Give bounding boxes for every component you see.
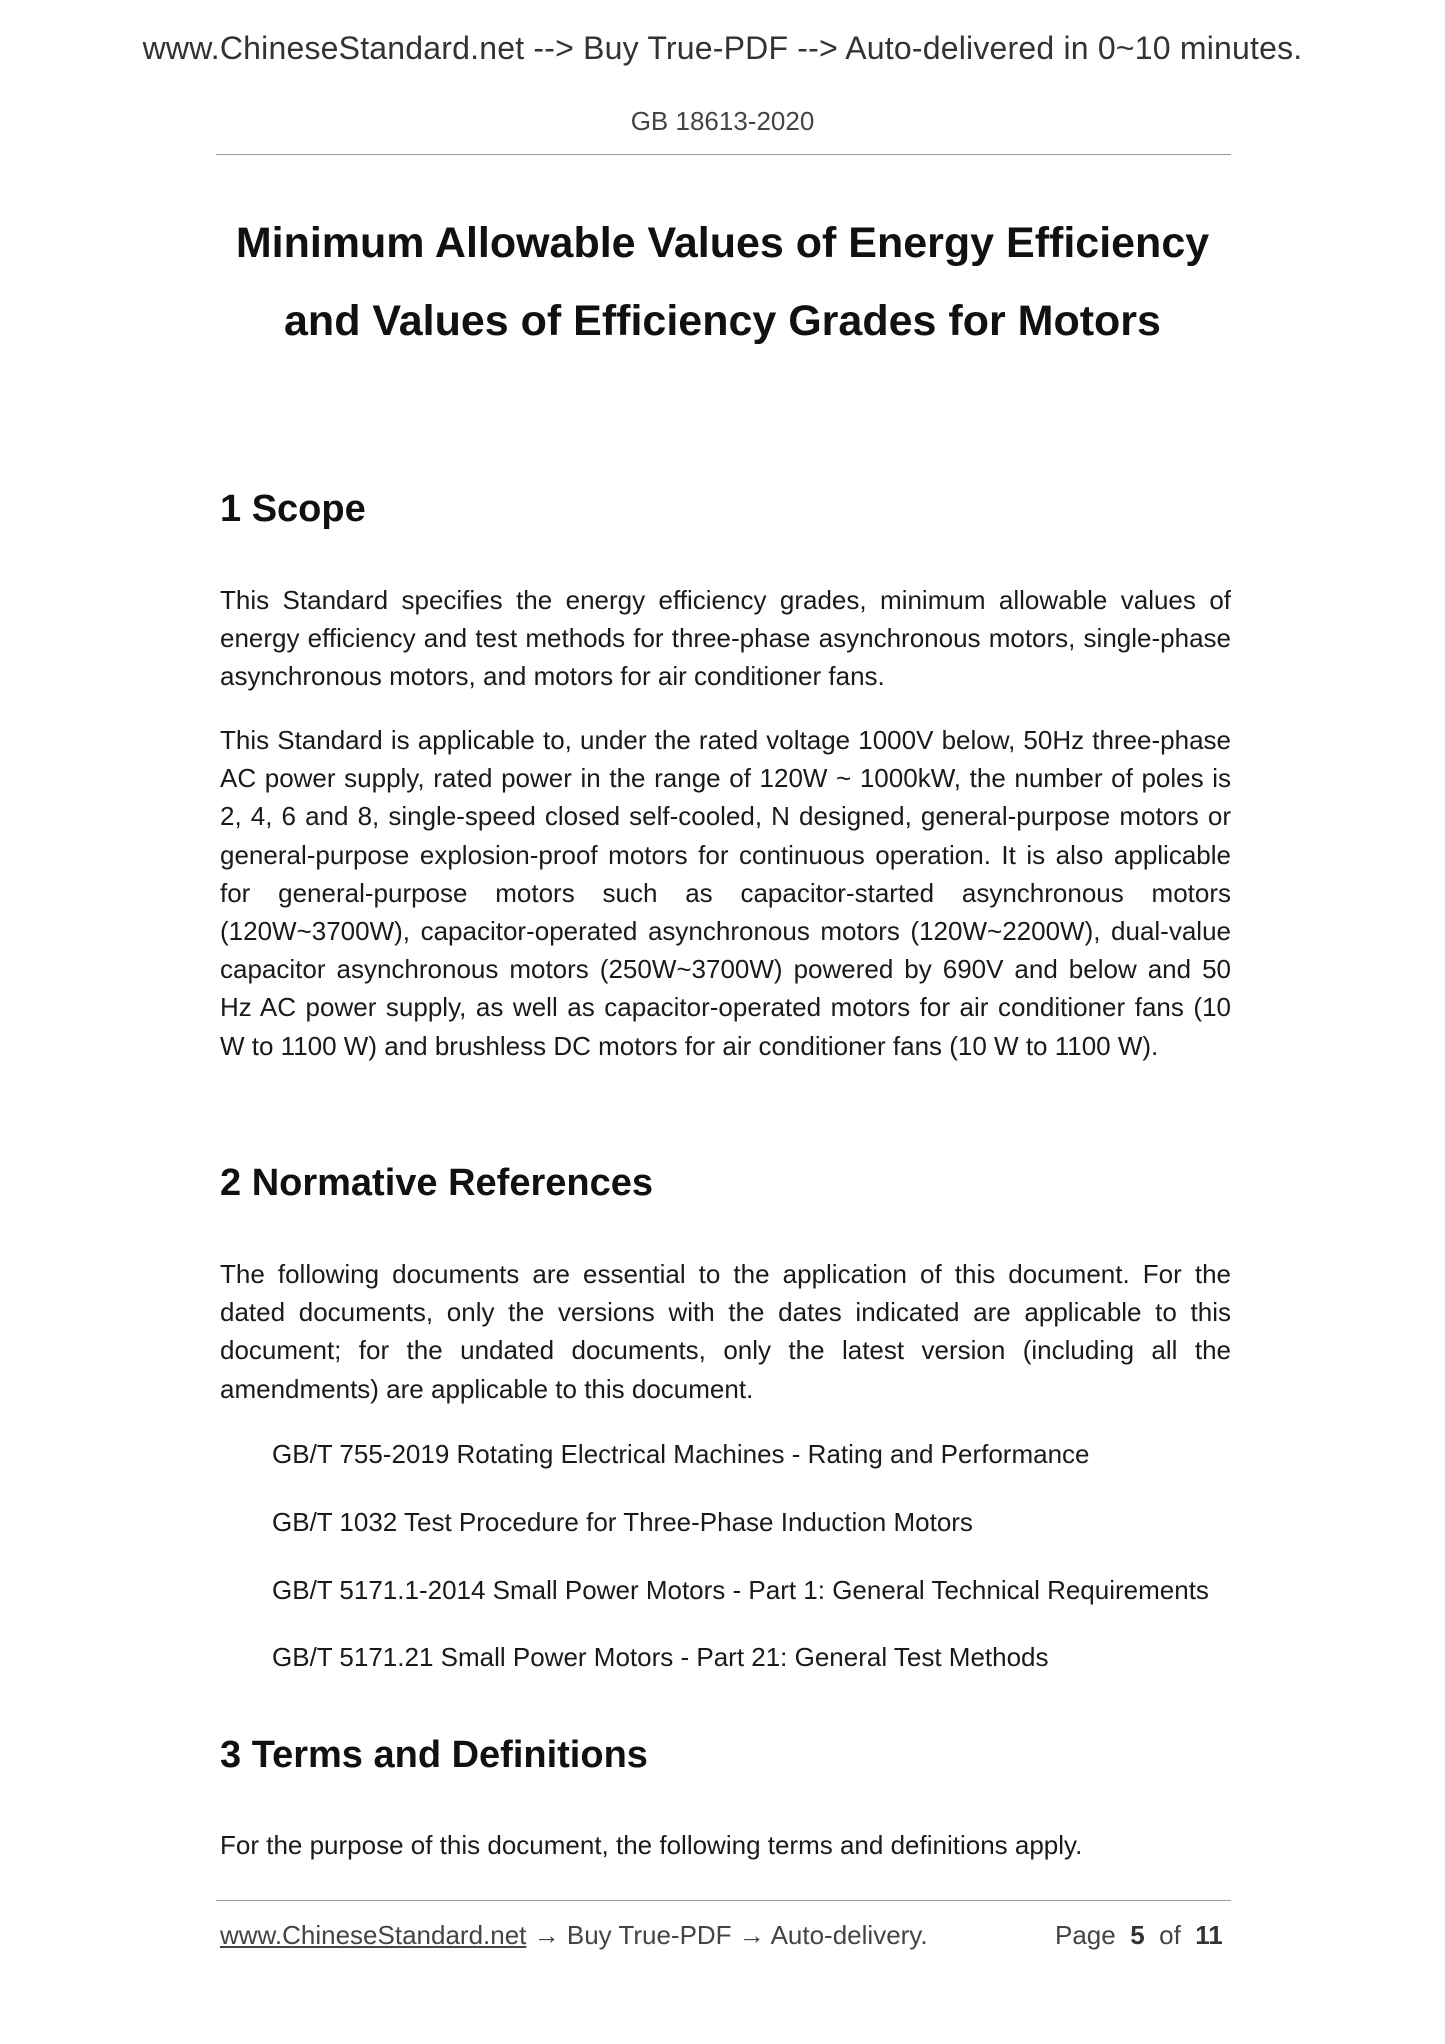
section-heading-terms: 3 Terms and Definitions [220,1734,648,1776]
reference-item: GB/T 5171.1-2014 Small Power Motors - Part 1: General Technical Requirements [272,1575,1209,1605]
title-line-2: and Values of Efficiency Grades for Motors [284,297,1161,345]
document-title [160,204,1285,360]
page-of-label: of [1159,1920,1181,1950]
title-line-1: Minimum Allowable Values of Energy Efficiency [235,219,1210,267]
footer-site-link[interactable]: www.ChineseStandard.net [220,1920,527,1950]
page-current: 5 [1130,1920,1145,1950]
scope-paragraph-1: This Standard specifies the energy efficiency grades, minimum allowable values of energy efficiency and test methods for three-phase asynchronous motors, single-phase asynchronous motors, and motors for air conditioner fans. [220,585,1231,692]
references-intro: The following documents are essential to the application of this document. For the dated documents, only the versions with the dates indicated are applicable to this document; for the undated documents, only the latest version (including all the amendments) are applicable to this document. [220,1259,1231,1404]
page-indicator [1055,1920,1223,1951]
reference-item: GB/T 755-2019 Rotating Electrical Machines - Rating and Performance [272,1439,1090,1469]
terms-intro: For the purpose of this document, the following terms and definitions apply. [220,1830,1083,1860]
footer-tagline: → Buy True-PDF → Auto-delivery. [526,1920,928,1950]
reference-item: GB/T 5171.21 Small Power Motors - Part 21: General Test Methods [272,1642,1049,1672]
reference-item: GB/T 1032 Test Procedure for Three-Phase Induction Motors [272,1507,973,1537]
footer-link-group [220,1920,928,1951]
page-label: Page [1055,1920,1116,1950]
section-heading-references: 2 Normative References [220,1162,653,1204]
footer-divider [216,1900,1231,1901]
section-heading-scope: 1 Scope [220,488,366,530]
header-banner: www.ChineseStandard.net --> Buy True-PDF --> Auto-delivered in 0~10 minutes. [142,30,1303,66]
standard-code: GB 18613-2020 [630,106,815,136]
scope-paragraph-2: This Standard is applicable to, under the rated voltage 1000V below, 50Hz three-phase AC power supply, rated power in the range of 120W ~ 1000kW, the number of poles is 2, 4, 6 and 8, single-speed closed self-cooled, N designed, general-purpose motors or general-purpose explosion-proof motors for continuous operation. It is also applicable for general-purpose motors such as capacitor-started asynchronous motors (120W~3700W), capacitor-operated asynchronous motors (120W~2200W), dual-value capacitor asynchronous motors (250W~3700W) powered by 690V and below and 50 Hz AC power supply, as well as capacitor-operated motors for air conditioner fans (10 W to 1100 W) and brushless DC motors for air conditioner fans (10 W to 1100 W). [220,725,1231,1061]
page-total: 11 [1195,1920,1223,1950]
header-divider [216,154,1231,155]
